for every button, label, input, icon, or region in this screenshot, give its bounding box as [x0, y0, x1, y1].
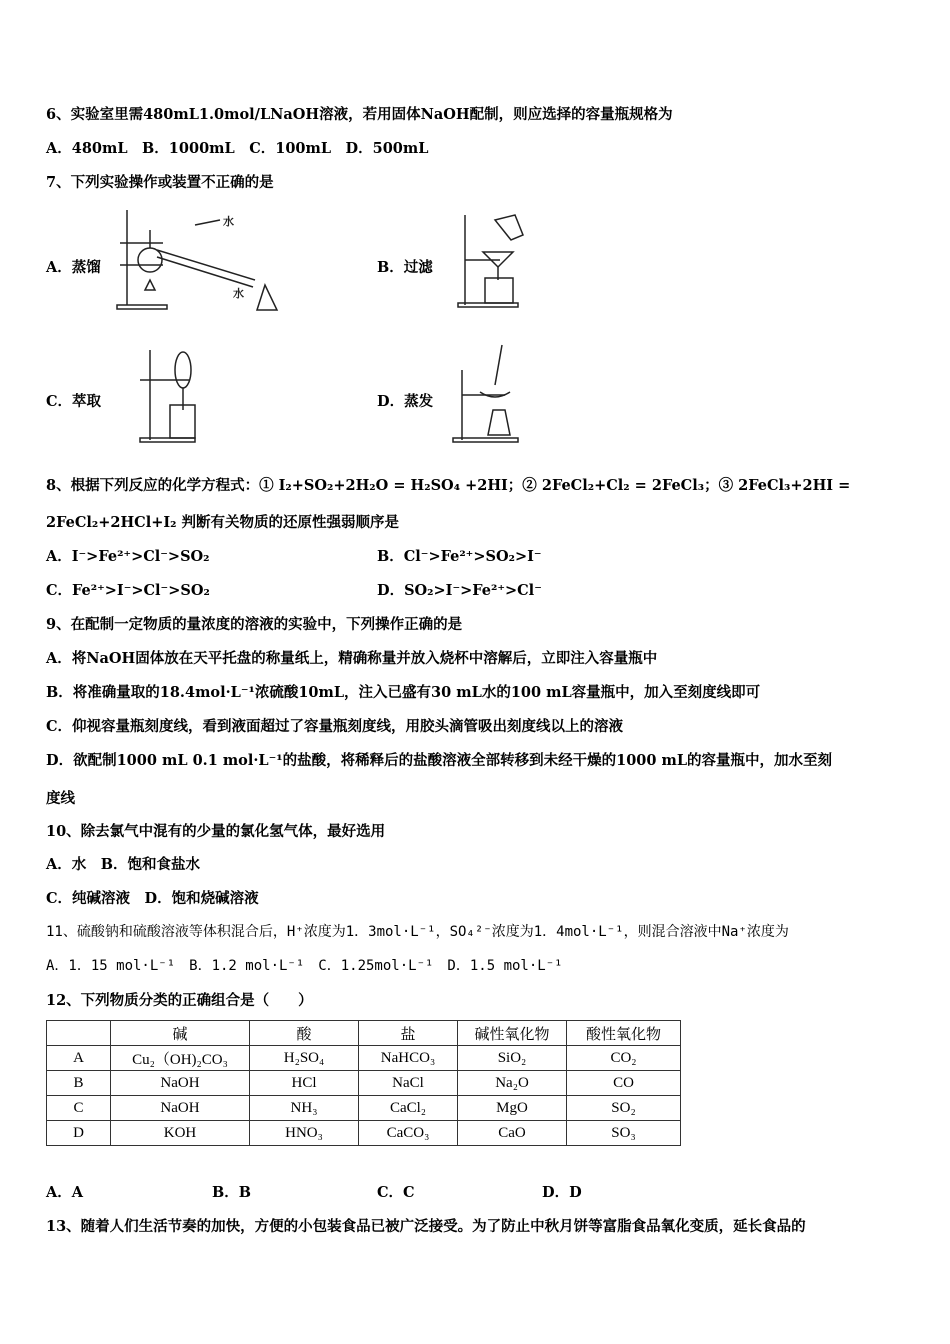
cell: NaOH — [111, 1096, 250, 1121]
q8-option-d: D．SO₂>I⁻>Fe²⁺>Cl⁻ — [377, 582, 542, 599]
q10-options-ab: A．水 B．饱和食盐水 — [46, 856, 201, 873]
table-header-row — [47, 1021, 681, 1046]
q12-option-d: D．D — [542, 1184, 582, 1201]
cell: NaOH — [111, 1071, 250, 1096]
q7-stem: 7、下列实验操作或装置不正确的是 — [46, 174, 274, 191]
cell: KOH — [111, 1121, 250, 1146]
distillation-apparatus-figure — [115, 205, 285, 313]
table-row — [47, 1046, 681, 1071]
q8-option-a: A．I⁻>Fe²⁺>Cl⁻>SO₂ — [46, 548, 210, 565]
separatory-funnel-figure — [135, 340, 210, 445]
cell: C — [47, 1096, 111, 1121]
q8-stem-line2: 2FeCl₂+2HCl+I₂ 判断有关物质的还原性强弱顺序是 — [46, 514, 400, 531]
cell: CaCl₂ — [359, 1096, 458, 1121]
cell: HCl — [250, 1071, 359, 1096]
header-cell: 酸 — [250, 1021, 359, 1046]
q8-option-c: C．Fe²⁺>I⁻>Cl⁻>SO₂ — [46, 582, 210, 599]
q7-option-d: D．蒸发 — [377, 393, 434, 410]
cell: CO₂ — [567, 1046, 681, 1071]
header-cell: 碱 — [111, 1021, 250, 1046]
q9-option-d: D．欲配制1000 mL 0.1 mol·L⁻¹的盐酸，将稀释后的盐酸溶液全部转移到未经干燥的1000 mL的容量瓶中，加水至刻 — [46, 752, 833, 769]
table-row — [47, 1121, 681, 1146]
q11-stem: 11、硫酸钠和硫酸溶液等体积混合后，H⁺浓度为1．3mol·L⁻¹，SO₄²⁻浓度为1．4mol·L⁻¹，则混合溶液中Na⁺浓度为 — [46, 924, 789, 940]
cell: SO₃ — [567, 1121, 681, 1146]
cell: CO — [567, 1071, 681, 1096]
cell: Na₂O — [458, 1071, 567, 1096]
q9-stem: 9、在配制一定物质的量浓度的溶液的实验中，下列操作正确的是 — [46, 616, 463, 633]
q12-option-b: B．B — [212, 1184, 252, 1201]
q11-options: A．1．15 mol·L⁻¹ B．1.2 mol·L⁻¹ C．1.25mol·L⁻¹ D．1.5 mol·L⁻¹ — [46, 958, 563, 974]
q7-option-b: B．过滤 — [377, 259, 433, 276]
cell: SO₂ — [567, 1096, 681, 1121]
q6-options: A．480mL B．1000mL C．100mL D．500mL — [46, 140, 429, 157]
header-cell: 盐 — [359, 1021, 458, 1046]
q7-option-c: C．萃取 — [46, 393, 102, 410]
water-in-label: 水 — [223, 215, 234, 228]
q9-option-c: C．仰视容量瓶刻度线，看到液面超过了容量瓶刻度线，用胶头滴管吸出刻度线以上的溶液 — [46, 718, 624, 735]
q10-stem: 10、除去氯气中混有的少量的氯化氢气体，最好选用 — [46, 823, 386, 840]
q12-option-a: A．A — [46, 1184, 84, 1201]
q8-option-b: B．Cl⁻>Fe²⁺>SO₂>I⁻ — [377, 548, 542, 565]
classification-table — [46, 1020, 681, 1146]
table-row — [47, 1071, 681, 1096]
q9-option-d-cont: 度线 — [46, 790, 75, 807]
q12-option-c: C．C — [377, 1184, 415, 1201]
table-row — [47, 1096, 681, 1121]
q8-stem-line1: 8、根据下列反应的化学方程式：① I₂+SO₂+2H₂O = H₂SO₄ +2HI；② 2FeCl₂+Cl₂ = 2FeCl₃；③ 2FeCl₃+2HI = — [46, 477, 851, 494]
q9-option-a: A．将NaOH固体放在天平托盘的称量纸上，精确称量并放入烧杯中溶解后，立即注入容量瓶中 — [46, 650, 658, 667]
cell: CaO — [458, 1121, 567, 1146]
cell: D — [47, 1121, 111, 1146]
cell: MgO — [458, 1096, 567, 1121]
cell: H₂SO₄ — [250, 1046, 359, 1071]
cell: NH₃ — [250, 1096, 359, 1121]
header-cell: 酸性氧化物 — [567, 1021, 681, 1046]
cell: NaCl — [359, 1071, 458, 1096]
q10-options-cd: C．纯碱溶液 D．饱和烧碱溶液 — [46, 890, 259, 907]
cell: A — [47, 1046, 111, 1071]
q7-option-a: A．蒸馏 — [46, 259, 101, 276]
header-cell — [47, 1021, 111, 1046]
cell: Cu₂（OH)₂CO₃ — [111, 1046, 250, 1071]
q13-stem: 13、随着人们生活节奏的加快，方便的小包装食品已被广泛接受。为了防止中秋月饼等富脂食品氧化变质，延长食品的 — [46, 1218, 806, 1235]
cell: CaCO₃ — [359, 1121, 458, 1146]
cell: NaHCO₃ — [359, 1046, 458, 1071]
evaporation-apparatus-figure — [450, 340, 525, 445]
q12-stem: 12、下列物质分类的正确组合是（ ） — [46, 992, 313, 1009]
cell: SiO₂ — [458, 1046, 567, 1071]
water-out-label: 水 — [233, 287, 244, 300]
filtration-apparatus-figure — [455, 210, 525, 310]
cell: B — [47, 1071, 111, 1096]
q6-stem: 6、实验室里需480mL1.0mol/LNaOH溶液，若用固体NaOH配制，则应选择的容量瓶规格为 — [46, 106, 673, 123]
cell: HNO₃ — [250, 1121, 359, 1146]
header-cell: 碱性氧化物 — [458, 1021, 567, 1046]
q9-option-b: B．将准确量取的18.4mol·L⁻¹浓硫酸10mL，注入已盛有30 mL水的100 mL容量瓶中，加入至刻度线即可 — [46, 684, 761, 701]
